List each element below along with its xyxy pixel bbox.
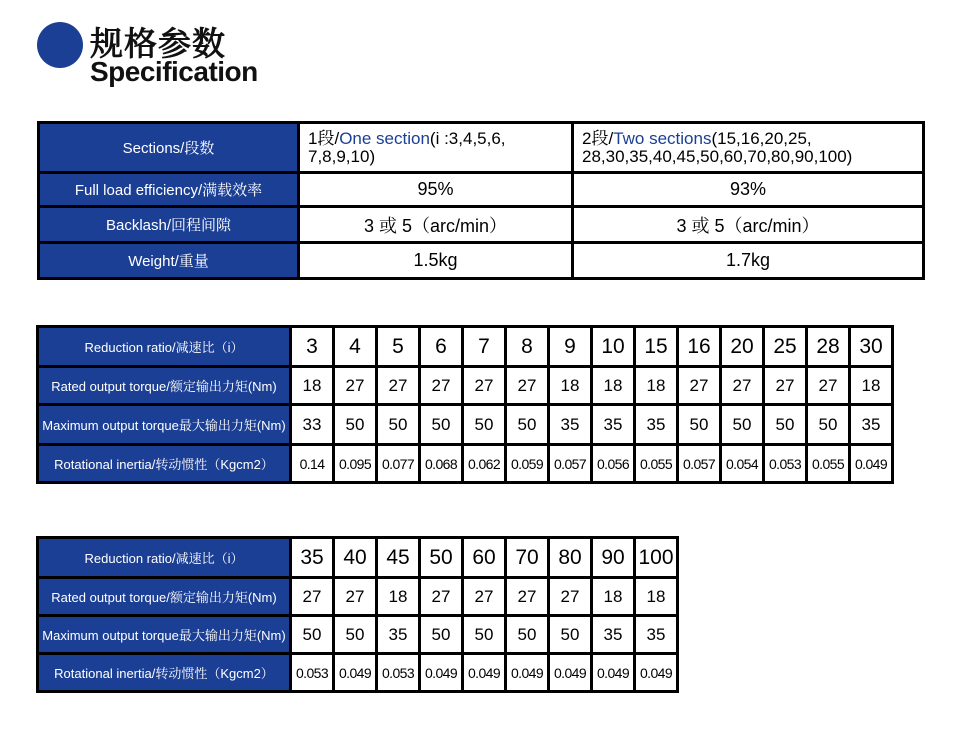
backlash-row	[39, 207, 924, 243]
ratio-value: 9	[549, 327, 592, 367]
rated-value: 18	[850, 367, 893, 405]
backlash-two: 3 或 5（arc/min）	[573, 207, 924, 243]
rated-value: 27	[549, 578, 592, 616]
inertia-value: 0.056	[592, 445, 635, 483]
ratio-label: Reduction ratio/减速比（i）	[38, 327, 291, 367]
inertia-value: 0.055	[635, 445, 678, 483]
inertia-value: 0.057	[678, 445, 721, 483]
efficiency-row	[39, 173, 924, 207]
inertia-value: 0.049	[506, 654, 549, 692]
max-value: 50	[291, 616, 334, 654]
ratio-row	[38, 327, 893, 367]
page-title-cn: 规格参数	[90, 25, 226, 62]
ratio-value: 20	[721, 327, 764, 367]
max-value: 50	[377, 405, 420, 445]
ratio-value: 8	[506, 327, 549, 367]
efficiency-two: 93%	[573, 173, 924, 207]
rated-value: 27	[463, 367, 506, 405]
rated-value: 27	[420, 578, 463, 616]
max-torque-row	[38, 616, 678, 654]
inertia-value: 0.062	[463, 445, 506, 483]
max-value: 50	[549, 616, 592, 654]
max-value: 35	[635, 405, 678, 445]
ratio-value: 80	[549, 538, 592, 578]
ratio-value: 70	[506, 538, 549, 578]
one-section-ratios: (i :3,4,5,6, 7,8,9,10)	[308, 128, 506, 166]
ratio-value: 4	[334, 327, 377, 367]
sections-label: Sections/段数	[39, 123, 299, 173]
inertia-value: 0.053	[291, 654, 334, 692]
max-value: 35	[850, 405, 893, 445]
ratio-value: 90	[592, 538, 635, 578]
ratio-value: 6	[420, 327, 463, 367]
weight-two: 1.7kg	[573, 243, 924, 279]
max-value: 50	[506, 405, 549, 445]
ratio-value: 45	[377, 538, 420, 578]
rated-value: 27	[420, 367, 463, 405]
max-value: 50	[678, 405, 721, 445]
rated-value: 27	[463, 578, 506, 616]
rated-value: 27	[334, 578, 377, 616]
max-value: 50	[721, 405, 764, 445]
max-value: 50	[420, 616, 463, 654]
rated-value: 27	[807, 367, 850, 405]
rated-value: 18	[291, 367, 334, 405]
rated-value: 18	[549, 367, 592, 405]
two-section-ratios: (15,16,20,25, 28,30,35,40,45,50,60,70,80,90,100)	[582, 128, 853, 166]
max-value: 50	[463, 405, 506, 445]
one-section-cell	[299, 123, 573, 173]
max-value: 33	[291, 405, 334, 445]
max-value: 50	[334, 405, 377, 445]
ratio-value: 100	[635, 538, 678, 578]
max-torque-row	[38, 405, 893, 445]
inertia-label: Rotational inertia/转动惯性（Kgcm2）	[38, 445, 291, 483]
max-value: 50	[506, 616, 549, 654]
inertia-value: 0.077	[377, 445, 420, 483]
efficiency-one: 95%	[299, 173, 573, 207]
sections-row	[39, 123, 924, 173]
rated-value: 27	[721, 367, 764, 405]
inertia-value: 0.049	[549, 654, 592, 692]
efficiency-label: Full load efficiency/满载效率	[39, 173, 299, 207]
rated-torque-label: Rated output torque/额定输出力矩(Nm)	[38, 578, 291, 616]
weight-one: 1.5kg	[299, 243, 573, 279]
ratio-row	[38, 538, 678, 578]
inertia-label: Rotational inertia/转动惯性（Kgcm2）	[38, 654, 291, 692]
blue-dot-icon	[37, 22, 83, 68]
rated-value: 27	[506, 578, 549, 616]
max-value: 35	[592, 616, 635, 654]
inertia-value: 0.053	[764, 445, 807, 483]
rated-value: 27	[377, 367, 420, 405]
backlash-label: Backlash/回程间隙	[39, 207, 299, 243]
inertia-value: 0.059	[506, 445, 549, 483]
ratio-value: 7	[463, 327, 506, 367]
inertia-value: 0.049	[334, 654, 377, 692]
ratio-value: 28	[807, 327, 850, 367]
ratio-value: 35	[291, 538, 334, 578]
ratio-value: 10	[592, 327, 635, 367]
inertia-value: 0.049	[463, 654, 506, 692]
max-value: 50	[463, 616, 506, 654]
inertia-value: 0.057	[549, 445, 592, 483]
ratio-table-1	[36, 325, 894, 484]
inertia-value: 0.068	[420, 445, 463, 483]
rated-value: 18	[635, 367, 678, 405]
ratio-value: 60	[463, 538, 506, 578]
two-section-cell	[573, 123, 924, 173]
rated-torque-row	[38, 367, 893, 405]
max-value: 35	[549, 405, 592, 445]
inertia-value: 0.049	[420, 654, 463, 692]
rated-value: 18	[592, 578, 635, 616]
ratio-value: 50	[420, 538, 463, 578]
inertia-value: 0.095	[334, 445, 377, 483]
max-value: 35	[377, 616, 420, 654]
rated-torque-row	[38, 578, 678, 616]
weight-label: Weight/重量	[39, 243, 299, 279]
max-value: 35	[592, 405, 635, 445]
ratio-value: 3	[291, 327, 334, 367]
max-torque-label: Maximum output torque最大输出力矩(Nm)	[38, 405, 291, 445]
max-value: 50	[807, 405, 850, 445]
one-section-name: One section	[339, 128, 430, 148]
inertia-value: 0.053	[377, 654, 420, 692]
max-value: 35	[635, 616, 678, 654]
ratio-value: 16	[678, 327, 721, 367]
inertia-value: 0.055	[807, 445, 850, 483]
backlash-one: 3 或 5（arc/min）	[299, 207, 573, 243]
rated-value: 27	[678, 367, 721, 405]
ratio-value: 40	[334, 538, 377, 578]
rated-value: 27	[764, 367, 807, 405]
rated-value: 18	[592, 367, 635, 405]
rated-value: 18	[377, 578, 420, 616]
max-torque-label: Maximum output torque最大输出力矩(Nm)	[38, 616, 291, 654]
inertia-row	[38, 654, 678, 692]
rated-value: 27	[506, 367, 549, 405]
ratio-label: Reduction ratio/减速比（i）	[38, 538, 291, 578]
rated-value: 27	[334, 367, 377, 405]
inertia-value: 0.049	[850, 445, 893, 483]
ratio-value: 15	[635, 327, 678, 367]
two-section-name: Two sections	[613, 128, 712, 148]
inertia-row	[38, 445, 893, 483]
inertia-value: 0.049	[592, 654, 635, 692]
rated-torque-label: Rated output torque/额定输出力矩(Nm)	[38, 367, 291, 405]
rated-value: 18	[635, 578, 678, 616]
ratio-value: 25	[764, 327, 807, 367]
weight-row	[39, 243, 924, 279]
inertia-value: 0.14	[291, 445, 334, 483]
max-value: 50	[764, 405, 807, 445]
ratio-table-2	[36, 536, 679, 693]
page-title-en: Specification	[90, 56, 258, 87]
rated-value: 27	[291, 578, 334, 616]
one-prefix: 1段/	[308, 128, 340, 148]
spec-table	[37, 121, 925, 280]
inertia-value: 0.049	[635, 654, 678, 692]
two-prefix: 2段/	[582, 128, 614, 148]
ratio-value: 30	[850, 327, 893, 367]
max-value: 50	[420, 405, 463, 445]
max-value: 50	[334, 616, 377, 654]
ratio-value: 5	[377, 327, 420, 367]
inertia-value: 0.054	[721, 445, 764, 483]
